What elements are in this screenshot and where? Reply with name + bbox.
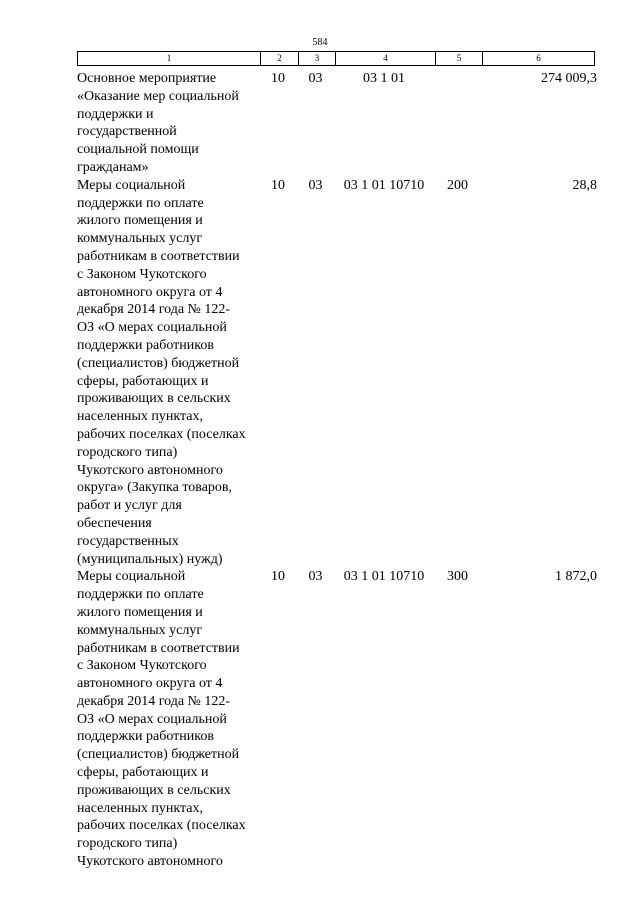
row-section: 10	[271, 71, 285, 86]
row-type: 200	[447, 177, 468, 193]
row-subsection: 03	[308, 177, 323, 193]
row-amount: 1 872,0	[555, 569, 597, 585]
header-col-5: 5	[435, 52, 482, 65]
table-row	[77, 70, 597, 177]
row-code: 03 1 01	[363, 71, 405, 86]
row-name: Основное мероприятие «Оказание мер социальной поддержки и государственной социальной помощи гражданам»	[77, 71, 239, 175]
table-row	[77, 568, 597, 871]
table-row	[77, 177, 597, 569]
header-col-3: 3	[298, 52, 335, 65]
row-name: Меры социальной поддержки по оплате жилого помещения и коммунальных услуг работникам в соответствии с Законом Чукотского автономного округа от 4 декабря 2014 года № 122- ОЗ «О мерах социальной поддержки работников (специалистов) бюджетной сферы, работающих и проживающих в сельских населенных пунктах, рабочих поселках (поселках городского типа) Чукотского автономного	[77, 569, 246, 870]
row-name: Меры социальной поддержки по оплате жилого помещения и коммунальных услуг работникам в соответствии с Законом Чукотского автономного округа от 4 декабря 2014 года № 122- ОЗ «О мерах социальной поддержки работников (специалистов) бюджетной сферы, работающих и проживающих в сельских населенных пунктах, рабочих поселках (поселках городского типа) Чукотского автономного округа» (Закупка товаров, работ и услуг для обеспечения государственных (муниципальных) нужд)	[77, 177, 246, 567]
table-body	[77, 70, 597, 871]
row-code: 03 1 01 10710	[343, 177, 425, 193]
header-col-6: 6	[482, 52, 594, 65]
header-col-1: 1	[166, 53, 172, 63]
row-type	[434, 70, 481, 177]
row-type: 300	[447, 569, 468, 585]
row-subsection: 03	[308, 569, 323, 585]
row-section: 10	[271, 177, 285, 193]
row-amount: 28,8	[572, 177, 597, 193]
header-col-4: 4	[335, 52, 435, 65]
row-subsection: 03	[308, 71, 323, 86]
row-section: 10	[271, 569, 285, 585]
row-code: 03 1 01 10710	[343, 569, 425, 585]
header-col-2: 2	[260, 52, 298, 65]
row-amount: 274 009,3	[541, 71, 597, 86]
table-header	[77, 51, 595, 66]
page-number: 584	[312, 37, 328, 48]
